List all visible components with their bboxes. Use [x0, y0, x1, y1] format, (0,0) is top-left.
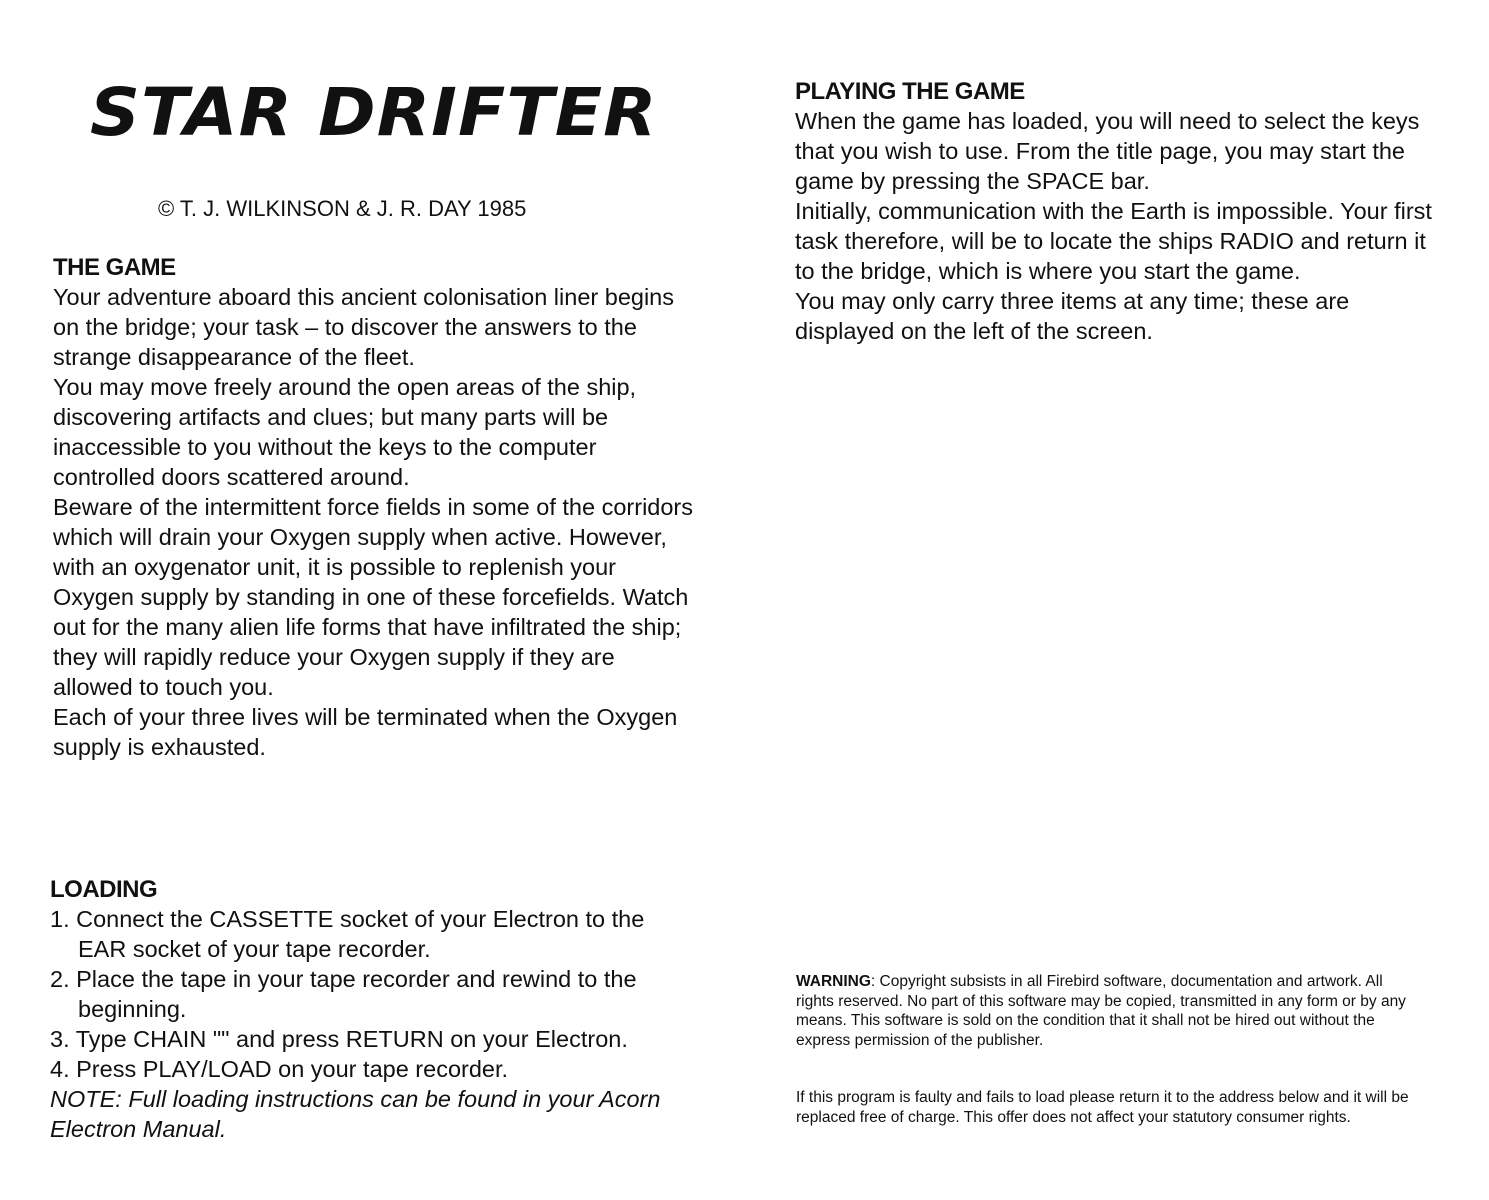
section-the-game — [53, 254, 693, 762]
faulty-notice: If this program is faulty and fails to load please return it to the address below and it will be replaced free of charge. This offer does not affect your statutory consumer rights. — [796, 1089, 1409, 1126]
section-loading — [50, 876, 690, 1144]
the-game-paragraph: Each of your three lives will be terminated when the Oxygen supply is exhausted. — [53, 704, 678, 760]
playing-body — [795, 106, 1435, 346]
loading-step: 2. Place the tape in your tape recorder and rewind to the beginning. — [50, 966, 637, 1022]
the-game-paragraph: Your adventure aboard this ancient colonisation liner begins on the bridge; your task – to discover the answers to the strange disappearance of the fleet. — [53, 284, 674, 370]
warning-label: WARNING — [796, 973, 871, 990]
playing-paragraph: When the game has loaded, you will need to select the keys that you wish to use. From the title page, you may start the game by pressing the SPACE bar. — [795, 108, 1420, 194]
the-game-paragraph: Beware of the intermittent force fields in some of the corridors which will drain your Oxygen supply when active. However, with an oxygenator unit, it is possible to replenish your Oxygen supply by standing in one of these forcefields. Watch out for the many alien life forms that have infiltrated the ship; they will rapidly reduce your Oxygen supply if they are allowed to touch you. — [53, 494, 694, 700]
loading-heading: LOADING — [50, 876, 158, 903]
loading-step: 1. Connect the CASSETTE socket of your Electron to the EAR socket of your tape recorder. — [50, 906, 645, 962]
the-game-paragraph: You may move freely around the open areas of the ship, discovering artifacts and clues; but many parts will be inaccessible to you without the keys to the computer controlled doors scattered around. — [53, 374, 637, 490]
section-playing-the-game — [795, 78, 1435, 346]
playing-paragraph: Initially, communication with the Earth is impossible. Your first task therefore, will be to locate the ships RADIO and return it to the bridge, which is where you start the game. — [795, 198, 1432, 284]
page-title: STAR DRIFTER — [90, 74, 658, 151]
the-game-heading: THE GAME — [53, 254, 176, 281]
loading-step: 3. Type CHAIN "" and press RETURN on your Electron. — [50, 1026, 628, 1052]
loading-note: NOTE: Full loading instructions can be found in your Acorn Electron Manual. — [50, 1086, 661, 1142]
the-game-body — [53, 282, 693, 762]
warning-notice — [796, 972, 1421, 1050]
warning-text: : Copyright subsists in all Firebird software, documentation and artwork. All rights reserved. No part of this software may be copied, transmitted in any form or by any means. This software is sold on the condition that it shall not be hired out without the express permission of the publisher. — [796, 973, 1406, 1049]
playing-heading: PLAYING THE GAME — [795, 78, 1025, 105]
loading-step: 4. Press PLAY/LOAD on your tape recorder. — [50, 1056, 509, 1082]
loading-steps — [50, 904, 690, 1084]
copyright-line: © T. J. WILKINSON & J. R. DAY 1985 — [158, 196, 527, 221]
playing-paragraph: You may only carry three items at any time; these are displayed on the left of the screen. — [795, 288, 1350, 344]
